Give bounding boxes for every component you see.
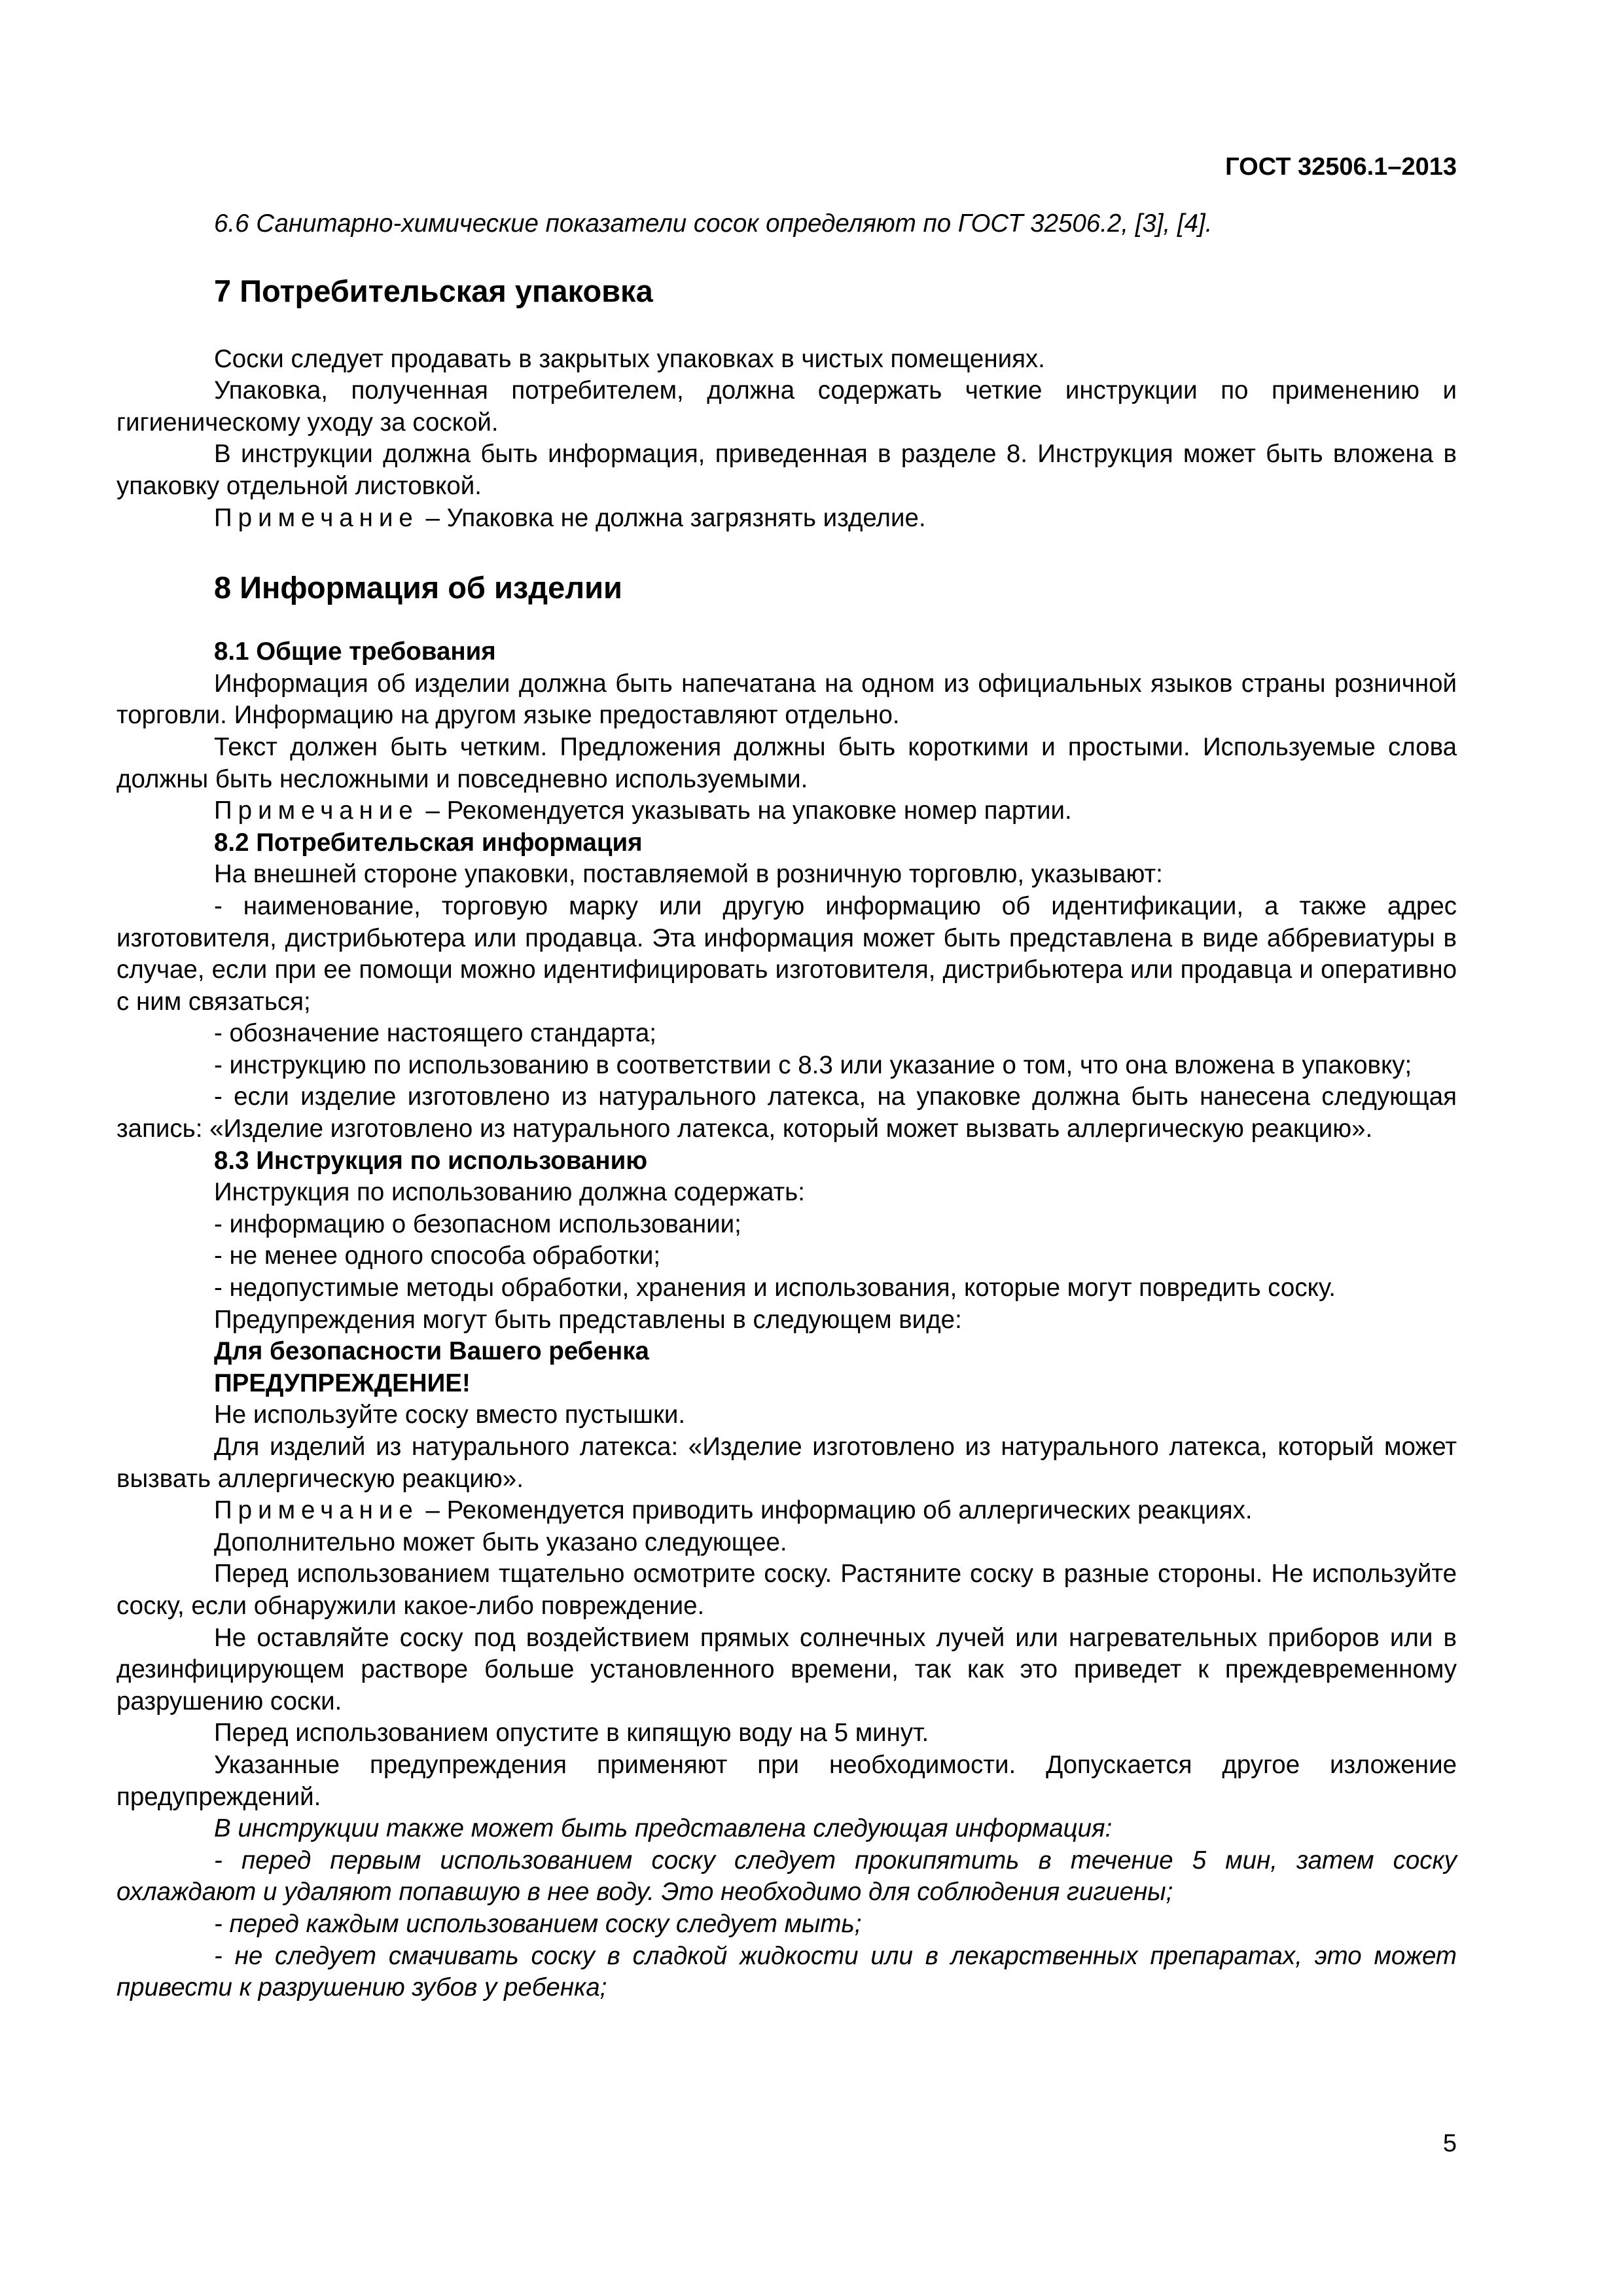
list-item: - инструкцию по использованию в соответствии с 8.3 или указание о том, что она вложена в упаковку;	[214, 1050, 1412, 1079]
warning-label: ПРЕДУПРЕЖДЕНИЕ!	[214, 1369, 471, 1397]
note-label: Примечание	[214, 503, 419, 532]
note-label: Примечание	[214, 797, 419, 825]
s7-paragraph-3: В инструкции должна быть информация, приведенная в разделе 8. Инструкция может быть вложена в упаковку отдельной листовкой.	[116, 440, 1457, 500]
warning-text: Указанные предупреждения применяют при необходимости. Допускается другое изложение предупреждений.	[116, 1750, 1457, 1811]
page-content	[116, 208, 1457, 2004]
warning-text: Не используйте соску вместо пустышки.	[214, 1401, 686, 1429]
note-label: Примечание	[214, 1496, 419, 1525]
clause-8-1-heading: 8.1 Общие требования	[214, 637, 496, 666]
additional-intro: Дополнительно может быть указано следующее.	[214, 1528, 787, 1556]
warning-text: Перед использованием опустите в кипящую воду на 5 минут.	[214, 1719, 929, 1748]
list-item: - обозначение настоящего стандарта;	[214, 1019, 657, 1048]
s8-3-note	[116, 1495, 1457, 1527]
warning-title: Для безопасности Вашего ребенка	[214, 1337, 649, 1366]
s8-2-intro: На внешней стороне упаковки, поставляемой в розничную торговлю, указывают:	[214, 860, 1163, 889]
warning-text: Не оставляйте соску под воздействием прямых солнечных лучей или нагревательных приборов или в дезинфицирующем растворе больше установленного времени, так как это приведет к преждевременному разрушению соски.	[116, 1623, 1457, 1715]
clause-6-6: 6.6 Санитарно-химические показатели сосок определяют по ГОСТ 32506.2, [3], [4].	[214, 209, 1213, 238]
note-text: – Упаковка не должна загрязнять изделие.	[418, 503, 926, 532]
document-page	[116, 0, 1457, 2296]
list-item: - если изделие изготовлено из натурального латекса, на упаковке должна быть нанесена следующая запись: «Изделие изготовлено из натурального латекса, который может вызвать аллергическую реакцию».	[116, 1083, 1457, 1143]
section-7-heading: 7 Потребительская упаковка	[214, 273, 653, 308]
warnings-intro: Предупреждения могут быть представлены в следующем виде:	[214, 1305, 962, 1334]
italic-list-item: - перед первым использованием соску следует прокипятить в течение 5 мин, затем соску охлаждают и удаляют попавшую в нее воду. Это необходимо для соблюдения гигиены;	[116, 1846, 1457, 1907]
s8-1-paragraph-1: Информация об изделии должна быть напечатана на одном из официальных языков страны розничной торговли. Информацию на другом языке предоставляют отдельно.	[116, 669, 1457, 730]
s7-note	[116, 503, 1457, 535]
warning-text: Для изделий из натурального латекса: «Изделие изготовлено из натурального латекса, который может вызвать аллергическую реакцию».	[116, 1433, 1457, 1493]
s8-1-note	[116, 795, 1457, 827]
italic-list-item: - не следует смачивать соску в сладкой жидкости или в лекарственных препаратах, это может привести к разрушению зубов у ребенка;	[116, 1941, 1457, 2002]
italic-list-item: - перед каждым использованием соску следует мыть;	[214, 1909, 862, 1938]
note-text: – Рекомендуется приводить информацию об аллергических реакциях.	[418, 1496, 1253, 1525]
note-text: – Рекомендуется указывать на упаковке номер партии.	[418, 797, 1072, 825]
s7-paragraph-2: Упаковка, полученная потребителем, должна содержать четкие инструкции по применению и гигиеническому уходу за соской.	[116, 376, 1457, 437]
document-code: ГОСТ 32506.1–2013	[1225, 153, 1457, 181]
s7-paragraph-1: Соски следует продавать в закрытых упаковках в чистых помещениях.	[214, 344, 1045, 373]
clause-8-2-heading: 8.2 Потребительская информация	[214, 828, 643, 857]
italic-info-intro: В инструкции также может быть представлена следующая информация:	[214, 1814, 1113, 1843]
s8-1-paragraph-2: Текст должен быть четким. Предложения должны быть короткими и простыми. Используемые слова должны быть несложными и повседневно используемыми.	[116, 732, 1457, 793]
list-item: - недопустимые методы обработки, хранения и использования, которые могут повредить соску.	[214, 1274, 1336, 1302]
list-item: - не менее одного способа обработки;	[214, 1242, 661, 1270]
clause-8-3-heading: 8.3 Инструкция по использованию	[214, 1146, 648, 1175]
page-number: 5	[1442, 2130, 1457, 2157]
warning-text: Перед использованием тщательно осмотрите соску. Растяните соску в разные стороны. Не используйте соску, если обнаружили какое-либо повреждение.	[116, 1560, 1457, 1620]
section-8-heading: 8 Информация об изделии	[214, 570, 622, 605]
list-item: - наименование, торговую марку или другую информацию об идентификации, а также адрес изготовителя, дистрибьютера или продавца. Эта информация может быть представлена в виде аббревиатуры в случае, если при ее помощи можно идентифицировать изготовителя, дистрибьютера или продавца и оперативно с ним связаться;	[116, 891, 1457, 1016]
list-item: - информацию о безопасном использовании;	[214, 1210, 741, 1238]
s8-3-intro: Инструкция по использованию должна содержать:	[214, 1178, 805, 1207]
